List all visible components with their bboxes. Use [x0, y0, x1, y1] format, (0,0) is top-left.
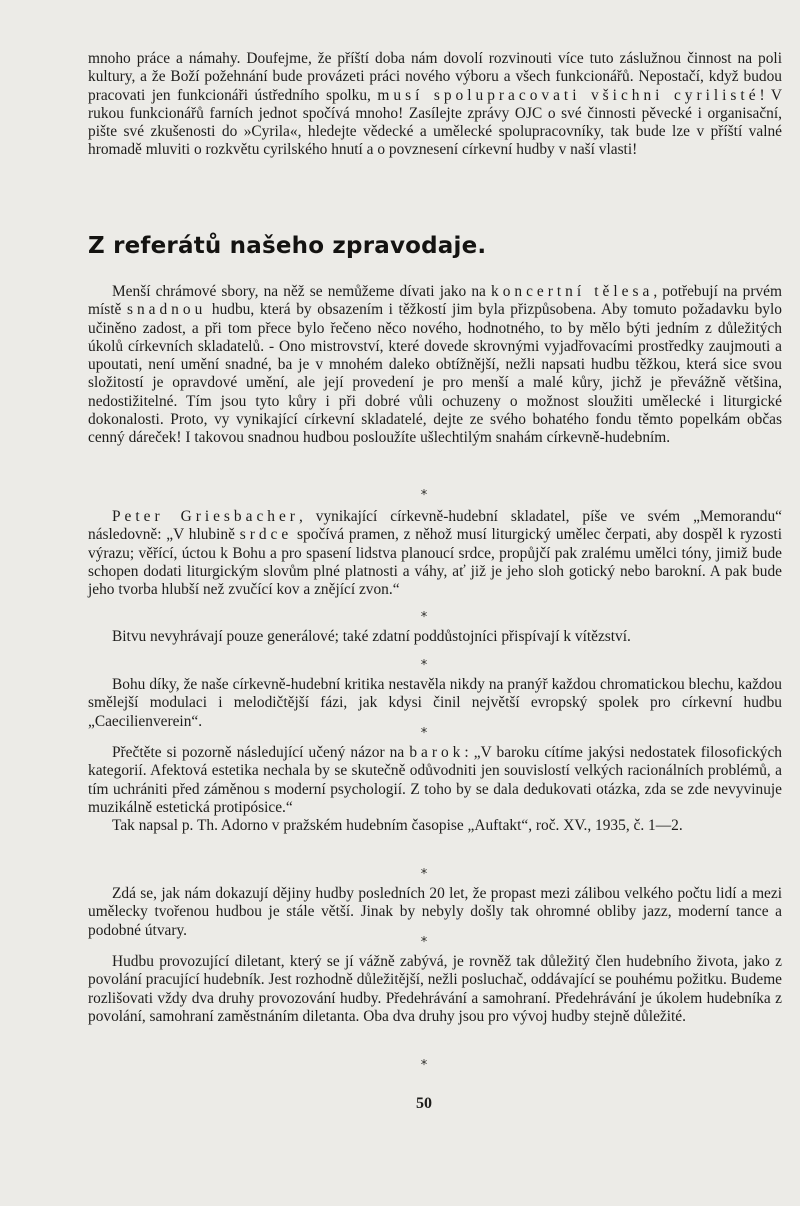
separator-asterisk: *	[420, 610, 428, 625]
intro-paragraph	[88, 50, 782, 160]
spaced-emphasis: srdce	[239, 526, 293, 544]
paragraph-griesbacher	[88, 508, 782, 599]
paragraph-jazz	[88, 885, 782, 940]
spaced-emphasis: Peter Griesbacher	[112, 508, 299, 525]
text-run: Bitvu nevyhrávají pouze generálové; také zdatní poddůstojníci přispívají k vítězství.	[112, 628, 631, 645]
text-run: : „V baroku cítíme jakýsi nedostatek filosofických kategorií. Afektová estetika nechala by se skutečně odůvodniti jen souvislostí velkých racionálních problémů, a tím uchrániti před záměnou s moderní psychologií. Z toho by se dala dedukovati otázka, zda se zde nevyvinuje muzikálně estetická protipósice.“	[88, 744, 782, 816]
separator-asterisk: *	[420, 867, 428, 882]
paragraph-text	[88, 885, 782, 940]
text-run: ! V rukou funkcionářů farních jednot spočívá mnoho! Zasílejte zprávy OJC o své činnosti pěvecké i organisační, pište své zkušenosti do »Cyrila«, hledejte vědecké a umělecké spolupracovníky, tak bude lze v příští valné hromadě mluviti o rozkvětu cyrilského hnutí a o povznesení církevní hudby v naší vlasti!	[88, 86, 783, 159]
spaced-emphasis: snadnou	[126, 301, 207, 319]
paragraph-choirs	[88, 283, 782, 448]
paragraph-dilettante	[88, 953, 782, 1026]
text-run: , potřebují na prvém místě	[88, 283, 782, 319]
paragraph-text	[88, 283, 782, 448]
separator-asterisk: *	[420, 658, 428, 673]
paragraph-text	[88, 676, 782, 731]
text-run: Bohu díky, že naše církevně-hudební kritika nestavěla nikdy na pranýř každou chromatickou blechu, každou smělejší modulaci i melodičtější fázi, jak kdysi činil největší evropský spolek pro církevní hudbu „Caecilienverein“.	[88, 676, 782, 730]
text-run: spočívá pramen, z něhož musí liturgický umělec čerpati, aby dospěl k ryzosti výrazu; věřící, úctou k Bohu a pro spasení lidstva planoucí srdce, propůjčí pak zralému umělci tóny, jimiž bude schopen dodati liturgickým slovům plné platnosti a váhy, ať již je jeho sloh gotický nebo barokní. A pak bude jeho tvorba hlubší než zvučící kov a znějící zvon.“	[88, 526, 782, 599]
paragraph-baroque	[88, 744, 782, 835]
spaced-emphasis: barok	[409, 744, 465, 761]
page-number: 50	[416, 1095, 432, 1112]
spaced-emphasis: musí spolupracovati všichni cyrilisté	[377, 86, 760, 104]
separator-asterisk: *	[420, 935, 428, 950]
text-run: Menší chrámové sbory, na něž se nemůžeme dívati jako na	[112, 283, 492, 300]
paragraph-text	[88, 628, 782, 646]
paragraph-text	[88, 817, 782, 835]
text-run: Přečtěte si pozorně následující učený názor na	[112, 744, 410, 761]
text-run: Zdá se, jak nám dokazují dějiny hudby posledních 20 let, že propast mezi zálibou velkého počtu lidí a mezi umělecky tvořenou hudbou je stále větší. Jinak by nebyly došly tak ohromné obliby jazz, moderní tance a podobné útvary.	[88, 885, 782, 939]
separator-asterisk: *	[420, 726, 428, 741]
spaced-emphasis: koncertní tělesa	[491, 283, 654, 300]
text-run: mnoho práce a námahy. Doufejme, že příští doba nám dovolí rozvinouti více tuto záslužnou činnost na poli kultury, a že Boží požehnání bude provázeti práci nového výboru a všech funkcionářů. Nepostačí, když budou pracovati jen funkcionáři ústředního spolku,	[88, 50, 782, 104]
paragraph-criticism	[88, 676, 782, 731]
intro-text	[88, 50, 782, 160]
text-run: hudbu, která by obsazením i těžkostí jim byla přizpůsobena. Aby tomuto požadavku bylo učiněno zadost, a při tom přece bylo řečeno něco nového, hodnotného, to by mělo býti jedním z důležitých úkolů církevních skladatelů. - Ono mistrovství, které dovede skrovnými vyjadřovacími prostředky zaujmouti a upoutati, není umění snadné, ba je v mnohém daleko obtížnější, nežli napsati hudbu těžkou, která sice svou složitostí je opravdové umění, ale její provedení je pro menší a malé kůry, jichž je převážně většina, nedostižitelné. Tím jsou tyto kůry i při dobré vůli ochuzeny o možnost sloužiti umělecké i liturgické dokonalosti. Proto, vy vynikající církevní skladatelé, dejte ze svého bohatého fondu těmto popelkám občas cenný dáreček! I takovou snadnou hudbou posloužíte ušlechtilým snahám církevně-hudebním.	[88, 301, 782, 447]
section-heading: Z referátů našeho zpravodaje.	[88, 233, 487, 259]
paragraph-text	[88, 508, 782, 599]
paragraph-text	[88, 744, 782, 817]
separator-asterisk: *	[420, 1058, 428, 1073]
text-run: Tak napsal p. Th. Adorno v pražském hudebním časopise „Auftakt“, roč. XV., 1935, č. 1—2.	[112, 817, 683, 835]
paragraph-text	[88, 953, 782, 1026]
text-run: , vynikající církevně-hudební skladatel, píše ve svém „Memorandu“ následovně: „V hlubině	[88, 508, 782, 544]
paragraph-battle	[88, 628, 782, 646]
text-run: Hudbu provozující diletant, který se jí vážně zabývá, je rovněž tak důležitý člen hudebního života, jako z povolání pracující hudebník. Jest rozhodně důležitější, nežli posluchač, oddávající se pouhému požitku. Budeme rozlišovati vždy dva druhy provozování hudby. Předehrávání a samohraní. Předehrávání je úkolem hudebníka z povolání, samohraní zaměstnáním diletanta. Oba dva druhy jsou pro vývoj hudby stejně důležité.	[88, 953, 782, 1025]
separator-asterisk: *	[420, 488, 428, 503]
